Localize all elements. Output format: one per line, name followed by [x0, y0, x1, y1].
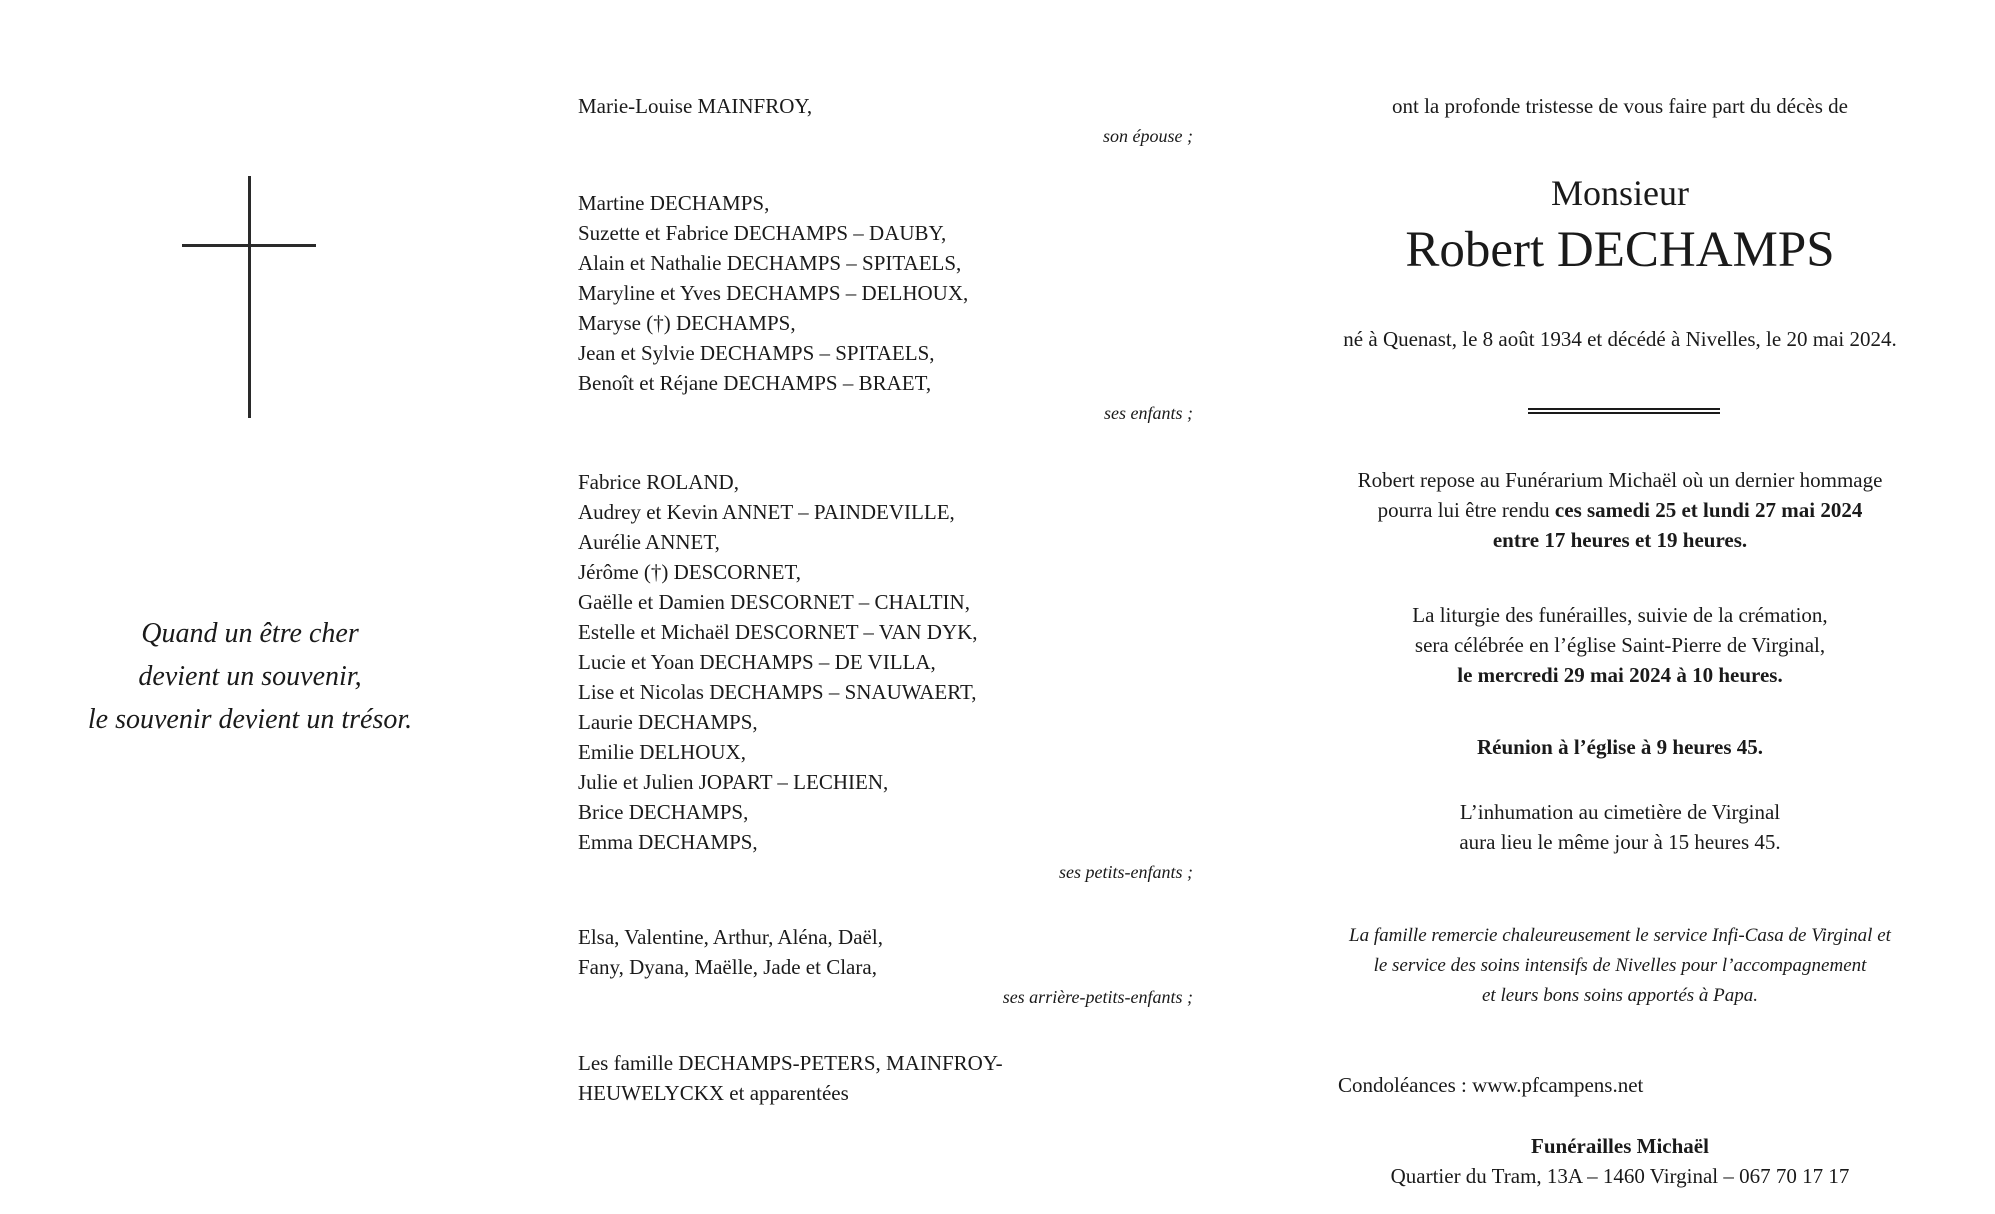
quote-line: devient un souvenir, — [138, 661, 362, 692]
thanks-message — [1310, 921, 1930, 1011]
family-name: Emilie DELHOUX, — [578, 740, 746, 764]
funeral-home-name — [1310, 1131, 1930, 1161]
family-name: Emma DECHAMPS, — [578, 830, 758, 854]
family-name: Laurie DECHAMPS, — [578, 710, 758, 734]
spouse-section — [578, 91, 1193, 149]
family-name: Fany, Dyana, Maëlle, Jade et Clara, — [578, 955, 877, 979]
grandchildren-section — [578, 467, 1193, 885]
quote-line: le souvenir devient un trésor. — [87, 704, 413, 735]
rest-line — [1310, 495, 1930, 525]
family-name: Fabrice ROLAND, — [578, 470, 739, 494]
family-name: Jérôme (†) DESCORNET, — [578, 560, 801, 584]
extended-family-section — [578, 1048, 1193, 1108]
family-name: Alain et Nathalie DECHAMPS – SPITAELS, — [578, 251, 962, 275]
family-name: Brice DECHAMPS, — [578, 800, 749, 824]
meeting-text: Réunion à l’église à 9 heures 45. — [1476, 735, 1764, 759]
thanks-line: le service des soins intensifs de Nivelles pour l’accompagnement — [1373, 955, 1867, 976]
family-name: Jean et Sylvie DECHAMPS – SPITAELS, — [578, 341, 935, 365]
separator-line — [1528, 408, 1720, 410]
relation-label: son épouse ; — [1103, 126, 1193, 146]
rest-info — [1310, 465, 1930, 555]
thanks-line: La famille remercie chaleureusement le service Infi-Casa de Virginal et — [1349, 925, 1891, 946]
great-grandchildren-section — [578, 922, 1193, 1010]
relation-label: ses arrière-petits-enfants ; — [1002, 987, 1193, 1007]
family-name: Marie-Louise MAINFROY, — [578, 94, 813, 118]
funeral-home-address: Quartier du Tram, 13A – 1460 Virginal – 067 70 17 17 — [1390, 1164, 1850, 1188]
family-name: Lise et Nicolas DECHAMPS – SNAUWAERT, — [578, 680, 977, 704]
liturgy-line: La liturgie des funérailles, suivie de la crémation, — [1412, 603, 1828, 627]
announcement-intro: ont la profonde tristesse de vous faire part du décès de — [1391, 94, 1848, 118]
rest-dates: ces samedi 25 et lundi 27 mai 2024 — [1554, 498, 1863, 522]
rest-line-text: pourra lui être rendu — [1377, 498, 1555, 522]
family-name: Julie et Julien JOPART – LECHIEN, — [578, 770, 889, 794]
funeral-home-name-text: Funérailles Michaël — [1531, 1134, 1709, 1158]
family-name: Lucie et Yoan DECHAMPS – DE VILLA, — [578, 650, 936, 674]
birth-death-dates: né à Quenast, le 8 août 1934 et décédé à Nivelles, le 20 mai 2024. — [1343, 327, 1897, 351]
deceased-name: Robert DECHAMPS — [1405, 222, 1835, 278]
condolences-link[interactable]: Condoléances : www.pfcampens.net — [1338, 1073, 1644, 1097]
family-name: Audrey et Kevin ANNET – PAINDEVILLE, — [578, 500, 955, 524]
relation-label: ses petits-enfants ; — [1059, 862, 1193, 882]
family-name: Les famille DECHAMPS-PETERS, MAINFROY- — [578, 1051, 1003, 1075]
meeting-info — [1310, 732, 1930, 762]
separator-line — [1528, 412, 1720, 414]
rest-hours-text: entre 17 heures et 19 heures. — [1492, 528, 1748, 552]
family-name: Elsa, Valentine, Arthur, Aléna, Daël, — [578, 925, 883, 949]
family-name: Maryline et Yves DECHAMPS – DELHOUX, — [578, 281, 969, 305]
liturgy-date-text: le mercredi 29 mai 2024 à 10 heures. — [1457, 663, 1783, 687]
liturgy-date — [1310, 660, 1930, 690]
children-section — [578, 188, 1193, 426]
rest-hours — [1310, 525, 1930, 555]
burial-info — [1310, 797, 1930, 857]
liturgy-info — [1310, 600, 1930, 690]
deceased-title: Monsieur — [1551, 173, 1689, 213]
family-name: Benoît et Réjane DECHAMPS – BRAET, — [578, 371, 932, 395]
burial-line: aura lieu le même jour à 15 heures 45. — [1459, 830, 1781, 854]
family-name: Maryse (†) DECHAMPS, — [578, 311, 796, 335]
family-name: Martine DECHAMPS, — [578, 191, 770, 215]
thanks-line: et leurs bons soins apportés à Papa. — [1481, 985, 1759, 1006]
relation-label: ses enfants ; — [1104, 403, 1193, 423]
quote-line: Quand un être cher — [141, 618, 359, 649]
liturgy-line: sera célébrée en l’église Saint-Pierre de Virginal, — [1414, 633, 1826, 657]
memorial-quote — [60, 612, 440, 741]
family-name: Gaëlle et Damien DESCORNET – CHALTIN, — [578, 590, 970, 614]
family-name: HEUWELYCKX et apparentées — [578, 1081, 849, 1105]
cross-vertical-bar — [248, 176, 251, 418]
family-name: Estelle et Michaël DESCORNET – VAN DYK, — [578, 620, 978, 644]
family-name: Suzette et Fabrice DECHAMPS – DAUBY, — [578, 221, 947, 245]
cross-horizontal-bar — [182, 244, 316, 247]
funeral-home — [1310, 1131, 1930, 1191]
rest-line: Robert repose au Funérarium Michaël où un dernier hommage — [1357, 468, 1883, 492]
family-name: Aurélie ANNET, — [578, 530, 720, 554]
burial-line: L’inhumation au cimetière de Virginal — [1459, 800, 1781, 824]
